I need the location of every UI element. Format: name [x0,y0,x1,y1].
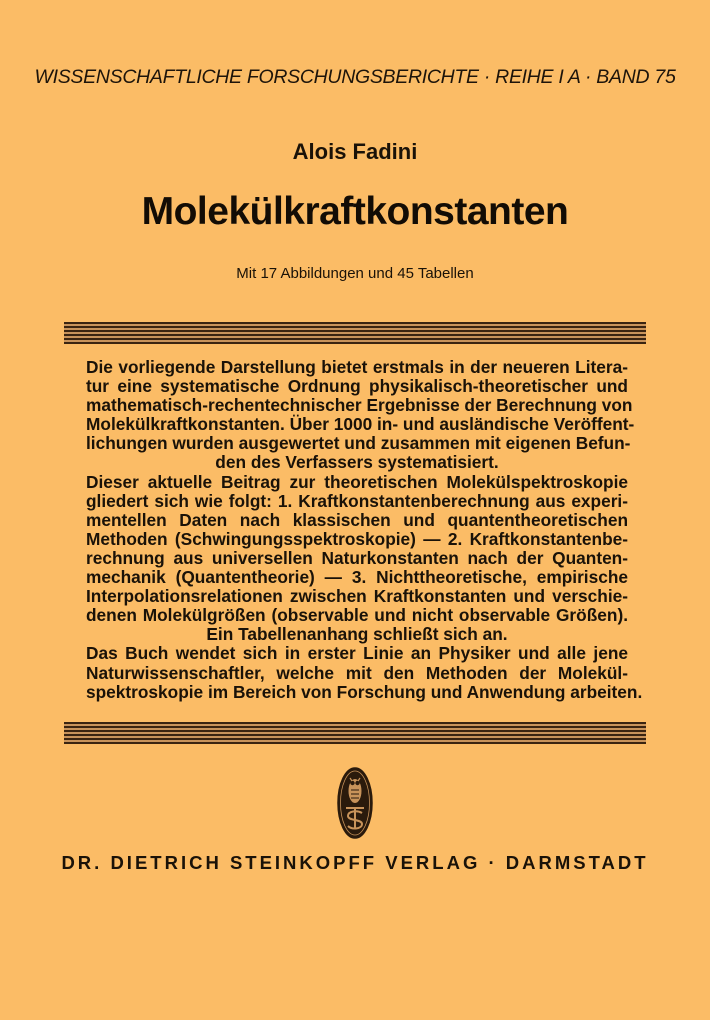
author-name: Alois Fadini [292,139,418,164]
book-subtitle: Mit 17 Abbildungen und 45 Tabellen [236,265,474,282]
blurb-line: mechanik (Quantentheorie) — 3. Nichttheoretische, empirische [86,567,628,588]
blurb-line: Naturwissenschaftler, welche mit den Methoden der Molekül- [86,662,628,683]
blurb-line: lichungen wurden ausgewertet und zusammen mit eigenen Befun- [86,433,631,454]
blurb-line: mathematisch-rechentechnischer Ergebnisse der Berechnung von [86,395,633,416]
blurb-line: Das Buch wendet sich in erster Linie an Physiker und alle jene [86,643,628,664]
blurb-line: Methoden (Schwingungsspektroskopie) — 2. Kraftkonstantenbe- [86,528,628,549]
bottom-rule-divider [64,722,646,744]
top-rule-divider [64,322,646,344]
blurb-line: denen Molekülgrößen (observable und nicht observable Größen). [86,605,628,626]
publisher-imprint: DR. DIETRICH STEINKOPFF VERLAG · DARMSTADT [61,852,649,873]
blurb-line: Dieser aktuelle Beitrag zur theoretischen Molekülspektroskopie [86,471,628,492]
blurb-line: tur eine systematische Ordnung physikalisch-theoretischer und [86,376,628,397]
blurb-line: den des Verfassers systematisiert. [215,452,499,473]
blurb-line: Die vorliegende Darstellung bietet erstmals in der neueren Litera- [86,357,628,377]
blurb-text [86,357,643,702]
book-title: Molekülkraftkonstanten [141,190,569,233]
blurb-line: Interpolationsrelationen zwischen Kraftkonstanten und verschie- [86,586,628,607]
blurb-line: Ein Tabellenanhang schließt sich an. [206,624,508,645]
publisher-logo-icon [337,766,373,840]
blurb-line: rechnung aus universellen Naturkonstanten nach der Quanten- [86,547,628,568]
series-line: WISSENSCHAFTLICHE FORSCHUNGSBERICHTE · REIHE I A · BAND 75 [34,66,676,88]
blurb-line: mentellen Daten nach klassischen und quantentheoretischen [86,509,628,530]
blurb-line: gliedert sich wie folgt: 1. Kraftkonstantenberechnung aus experi- [86,490,628,511]
blurb-line: Molekülkraftkonstanten. Über 1000 in- und ausländische Veröffent- [86,414,635,435]
blurb-line: spektroskopie im Bereich von Forschung und Anwendung arbeiten. [86,681,643,702]
